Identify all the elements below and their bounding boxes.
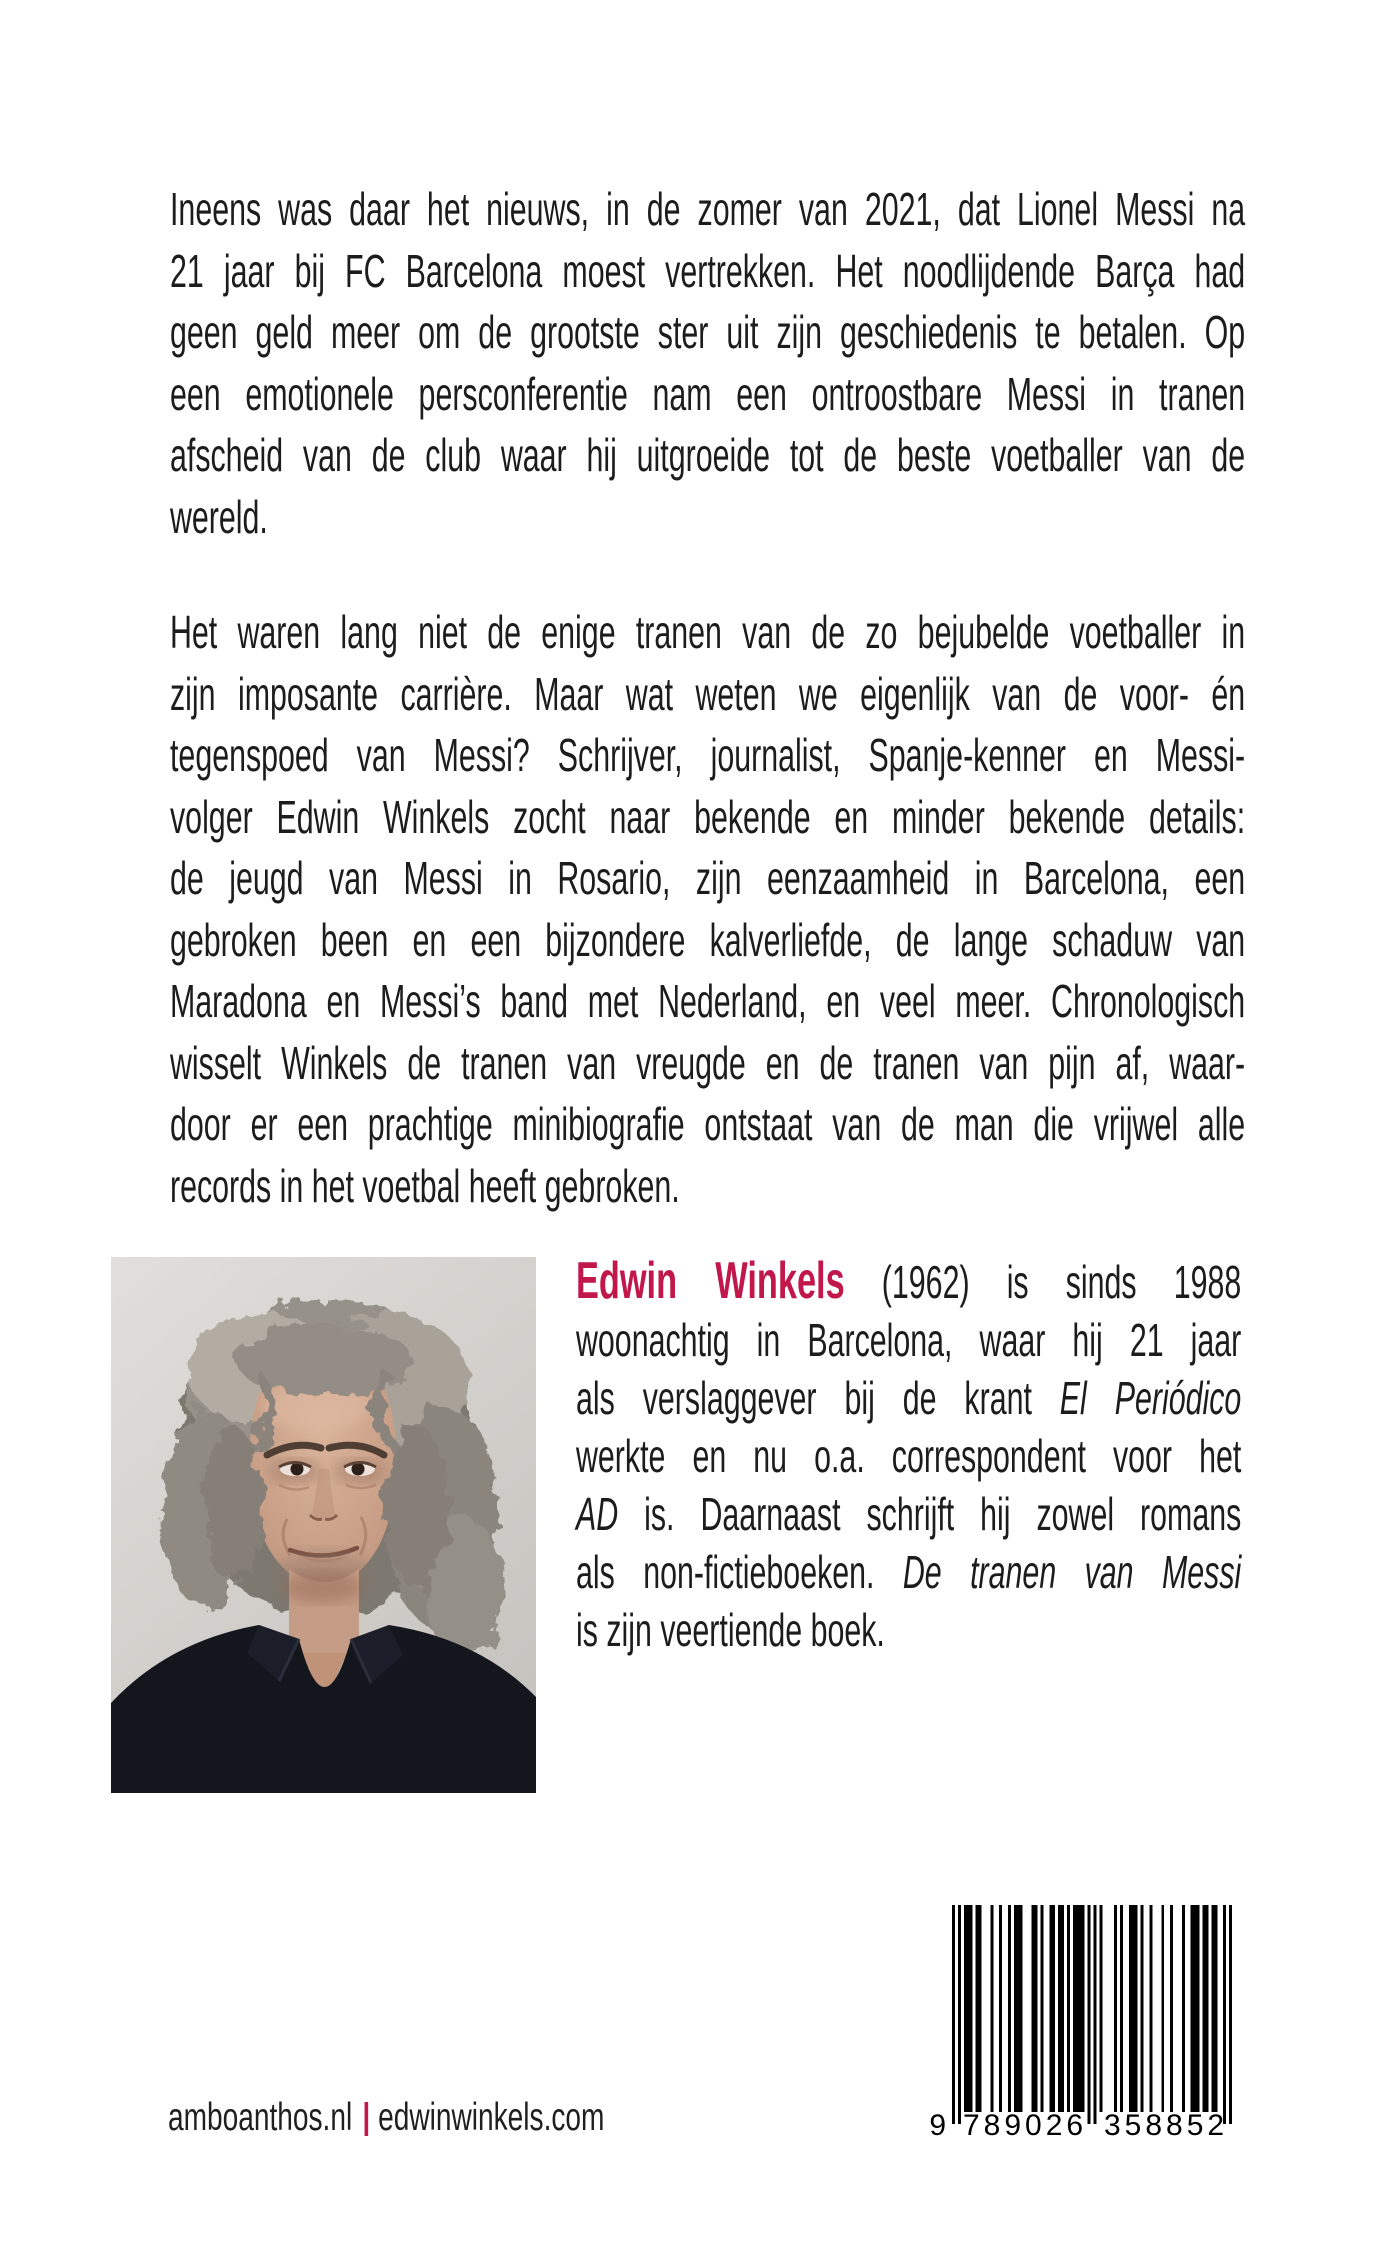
isbn-digits-left: 789026 bbox=[963, 2109, 1088, 2142]
text-line: wisselt Winkels de tranen van vreugde en de tranen van pijn af, waar- bbox=[170, 1036, 1246, 1089]
text-line: Het waren lang niet de enige tranen van de zo bejubelde voetballer in bbox=[170, 606, 1246, 658]
text-line: Ineens was daar het nieuws, in de zomer van 2021, dat Lionel Messi na bbox=[170, 183, 1246, 235]
text-line: gebroken been en een bijzondere kalverliefde, de lange schaduw van bbox=[170, 913, 1246, 966]
synopsis-paragraph-2 bbox=[170, 602, 1245, 1217]
text-line: wereld. bbox=[170, 490, 268, 543]
text-line: zijn imposante carrière. Maar wat weten we eigenlijk van de voor- én bbox=[170, 667, 1246, 720]
text-line: werkte en nu o.a. correspondent voor het bbox=[576, 1430, 1242, 1482]
isbn-digit-prefix: 9 bbox=[929, 2109, 946, 2142]
isbn-digits-right: 358852 bbox=[1104, 2109, 1229, 2142]
isbn-barcode bbox=[929, 1905, 1232, 2142]
barcode-bars bbox=[952, 1905, 1232, 2127]
text-line: Maradona en Messi’s band met Nederland, en veel meer. Chronologisch bbox=[170, 975, 1246, 1027]
text-line: geen geld meer om de grootste ster uit zijn geschiedenis te betalen. Op bbox=[170, 306, 1246, 358]
text-line: AD is. Daarnaast schrijft hij zowel romans bbox=[576, 1488, 1242, 1540]
text-line: 21 jaar bij FC Barcelona moest vertrekken. Het noodlijdende Barça had bbox=[170, 244, 1246, 297]
text-line: volger Edwin Winkels zocht naar bekende en minder bekende details: bbox=[170, 790, 1246, 843]
text-line: afscheid van de club waar hij uitgroeide tot de beste voetballer van de bbox=[170, 429, 1246, 481]
author-photo bbox=[111, 1257, 536, 1793]
text-line: een emotionele persconferentie nam een ontroostbare Messi in tranen bbox=[170, 367, 1246, 420]
text-line: woonachtig in Barcelona, waar hij 21 jaar bbox=[576, 1314, 1242, 1366]
author-name: Edwin Winkels bbox=[576, 1252, 845, 1310]
text-line: is zijn veertiende boek. bbox=[576, 1604, 885, 1656]
text-line: Edwin Winkels (1962) is sinds 1988 bbox=[576, 1252, 1242, 1310]
synopsis-paragraph-1 bbox=[170, 179, 1245, 548]
text-line: tegenspoed van Messi? Schrijver, journalist, Spanje-kenner en Messi- bbox=[170, 729, 1246, 781]
author-portrait-illustration bbox=[111, 1257, 536, 1793]
author-site-link: edwinwinkels.com bbox=[378, 2096, 605, 2139]
text-line: door er een prachtige minibiografie ontstaat van de man die vrijwel alle bbox=[170, 1098, 1246, 1150]
text-line: de jeugd van Messi in Rosario, zijn eenzaamheid in Barcelona, een bbox=[170, 852, 1246, 904]
text-line: als verslaggever bij de krant El Periódico bbox=[576, 1372, 1242, 1424]
text-line: als non-fictieboeken. De tranen van Messi bbox=[576, 1546, 1242, 1598]
footer-divider bbox=[364, 2102, 368, 2136]
author-bio bbox=[576, 1252, 1241, 1659]
footer-links bbox=[168, 2096, 604, 2140]
publisher-site-link: amboanthos.nl bbox=[168, 2096, 353, 2139]
text-line: records in het voetbal heeft gebroken. bbox=[170, 1159, 680, 1212]
